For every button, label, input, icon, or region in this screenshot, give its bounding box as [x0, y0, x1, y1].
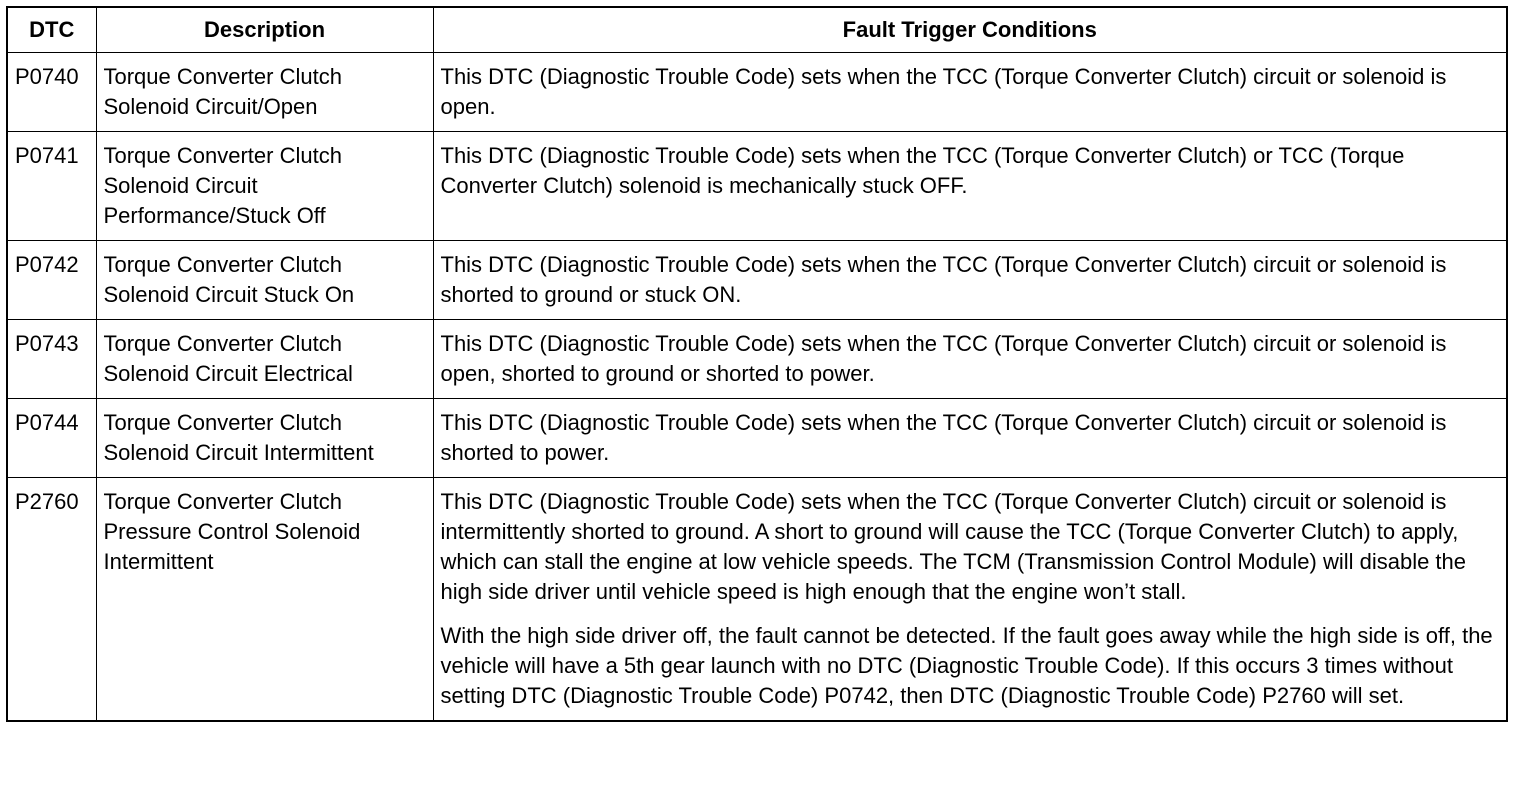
- table-header-row: [7, 7, 1507, 53]
- dtc-code: P0742: [7, 241, 96, 320]
- dtc-code: P0740: [7, 53, 96, 132]
- dtc-table: [6, 6, 1508, 722]
- dtc-description: Torque Converter Clutch Solenoid Circuit Stuck On: [96, 241, 433, 320]
- condition-paragraph: This DTC (Diagnostic Trouble Code) sets when the TCC (Torque Converter Clutch) circuit or solenoid is open, shorted to ground or shorted to power.: [440, 331, 1447, 386]
- header-conditions: Fault Trigger Conditions: [433, 7, 1507, 53]
- condition-paragraph: This DTC (Diagnostic Trouble Code) sets when the TCC (Torque Converter Clutch) or TCC (Torque Converter Clutch) solenoid is mechanically stuck OFF.: [440, 143, 1405, 198]
- table-row: [7, 132, 1507, 241]
- condition-paragraph: This DTC (Diagnostic Trouble Code) sets when the TCC (Torque Converter Clutch) circuit or solenoid is intermittently shorted to ground. A short to ground will cause the TCC (Torque Converter Clutch) to apply, which can stall the engine at low vehicle speeds. The TCM (Transmission Control Module) will disable the high side driver until vehicle speed is high enough that the engine won’t stall.: [440, 489, 1467, 604]
- dtc-code: P0744: [7, 399, 96, 478]
- header-dtc: DTC: [7, 7, 96, 53]
- dtc-code: P0741: [7, 132, 96, 241]
- table-row: [7, 320, 1507, 399]
- header-description: Description: [96, 7, 433, 53]
- condition-paragraph: This DTC (Diagnostic Trouble Code) sets when the TCC (Torque Converter Clutch) circuit or solenoid is open.: [440, 64, 1447, 119]
- dtc-description: Torque Converter Clutch Pressure Control Solenoid Intermittent: [96, 478, 433, 722]
- dtc-description: Torque Converter Clutch Solenoid Circuit/Open: [96, 53, 433, 132]
- dtc-conditions: [433, 478, 1507, 722]
- dtc-description: Torque Converter Clutch Solenoid Circuit Electrical: [96, 320, 433, 399]
- dtc-conditions: [433, 132, 1507, 241]
- table-row: [7, 399, 1507, 478]
- dtc-description: Torque Converter Clutch Solenoid Circuit Performance/Stuck Off: [96, 132, 433, 241]
- dtc-description: Torque Converter Clutch Solenoid Circuit Intermittent: [96, 399, 433, 478]
- dtc-conditions: [433, 320, 1507, 399]
- dtc-conditions: [433, 241, 1507, 320]
- table-row: [7, 478, 1507, 722]
- condition-paragraph: This DTC (Diagnostic Trouble Code) sets when the TCC (Torque Converter Clutch) circuit or solenoid is shorted to power.: [440, 410, 1447, 465]
- table-row: [7, 53, 1507, 132]
- dtc-table-container: [6, 6, 1508, 722]
- dtc-code: P0743: [7, 320, 96, 399]
- condition-paragraph: With the high side driver off, the fault cannot be detected. If the fault goes away while the high side is off, the vehicle will have a 5th gear launch with no DTC (Diagnostic Trouble Code). If this occurs 3 times without setting DTC (Diagnostic Trouble Code) P0742, then DTC (Diagnostic Trouble Code) P2760 will set.: [440, 623, 1493, 708]
- dtc-code: P2760: [7, 478, 96, 722]
- condition-paragraph: This DTC (Diagnostic Trouble Code) sets when the TCC (Torque Converter Clutch) circuit or solenoid is shorted to ground or stuck ON.: [440, 252, 1447, 307]
- dtc-conditions: [433, 399, 1507, 478]
- table-row: [7, 241, 1507, 320]
- dtc-conditions: [433, 53, 1507, 132]
